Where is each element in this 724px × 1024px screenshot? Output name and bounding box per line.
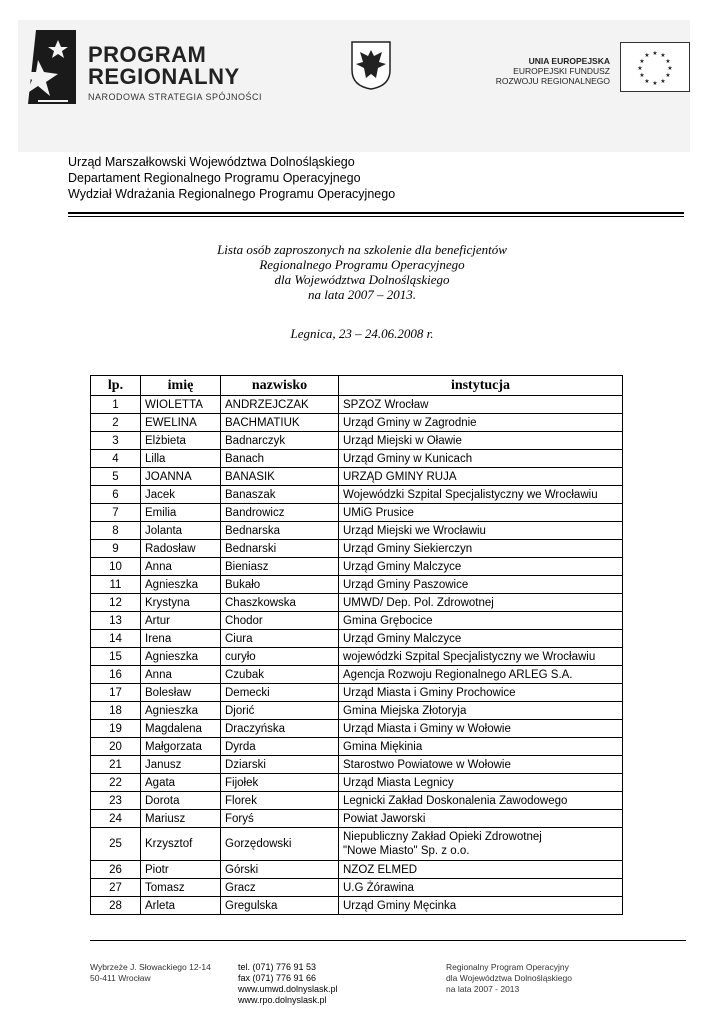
table-row [91, 450, 623, 468]
cell-first-name: Jolanta [141, 522, 221, 540]
title-line2: Regionalnego Programu Operacyjnego [259, 257, 465, 272]
cell-first-name: Magdalena [141, 720, 221, 738]
cell-last-name: Djorić [221, 702, 339, 720]
cell-institution [339, 828, 623, 861]
office-line1: Urząd Marszałkowski Województwa Dolnośląskiego [68, 155, 355, 169]
cell-institution: Powiat Jaworski [339, 810, 623, 828]
table-row [91, 576, 623, 594]
cell-lp: 4 [91, 450, 141, 468]
cell-institution: URZĄD GMINY RUJA [339, 468, 623, 486]
cell-lp: 27 [91, 879, 141, 897]
cell-institution: UMWD/ Dep. Pol. Zdrowotnej [339, 594, 623, 612]
table-row [91, 486, 623, 504]
table-row [91, 756, 623, 774]
cell-lp: 28 [91, 897, 141, 915]
footer-web1: www.umwd.dolnyslask.pl [238, 984, 338, 994]
cell-institution: Starostwo Powiatowe w Wołowie [339, 756, 623, 774]
svg-text:★: ★ [652, 80, 658, 87]
institution-line2: "Nowe Miasto" Sp. z o.o. [343, 845, 470, 857]
header-last-name: nazwisko [221, 376, 339, 396]
cell-institution: wojewódzki Szpital Specjalistyczny we Wrocławiu [339, 648, 623, 666]
institution-line1: Niepubliczny Zakład Opieki Zdrowotnej [343, 831, 542, 843]
cell-last-name: Chodor [221, 612, 339, 630]
cell-first-name: Irena [141, 630, 221, 648]
cell-last-name: Florek [221, 792, 339, 810]
cell-lp: 11 [91, 576, 141, 594]
cell-first-name: Krystyna [141, 594, 221, 612]
program-subtitle: NARODOWA STRATEGIA SPÓJNOŚCI [88, 92, 263, 102]
footer-addr1: Wybrzeże J. Słowackiego 12-14 [90, 962, 211, 972]
cell-institution: Gmina Miękinia [339, 738, 623, 756]
cell-lp: 3 [91, 432, 141, 450]
cell-lp: 13 [91, 612, 141, 630]
eu-flag-icon [620, 42, 690, 92]
table-row [91, 774, 623, 792]
cell-institution: Urząd Miasta i Gminy w Wołowie [339, 720, 623, 738]
cell-lp: 22 [91, 774, 141, 792]
cell-lp: 20 [91, 738, 141, 756]
table-row [91, 810, 623, 828]
cell-last-name: Bednarski [221, 540, 339, 558]
office-line2: Departament Regionalnego Programu Operacyjnego [68, 171, 361, 185]
footer-addr2: 50-411 Wrocław [90, 973, 151, 983]
table-row [91, 828, 623, 861]
cell-lp: 6 [91, 486, 141, 504]
cell-last-name: Chaszkowska [221, 594, 339, 612]
cell-first-name: Anna [141, 558, 221, 576]
participants-table [90, 375, 623, 915]
cell-last-name: curyło [221, 648, 339, 666]
document-title [0, 242, 724, 302]
header-lp: lp. [91, 376, 141, 396]
eu-line1: UNIA EUROPEJSKA [528, 56, 610, 66]
table-row [91, 738, 623, 756]
cell-institution: NZOZ ELMED [339, 861, 623, 879]
program-line1: PROGRAM [88, 42, 207, 67]
table-row [91, 396, 623, 414]
cell-last-name: Bieniasz [221, 558, 339, 576]
footer-rpo2: dla Województwa Dolnośląskiego [446, 973, 572, 983]
footer-rpo [446, 962, 572, 995]
cell-lp: 21 [91, 756, 141, 774]
cell-institution: Urząd Gminy Malczyce [339, 630, 623, 648]
table-header-row [91, 376, 623, 396]
table-row [91, 648, 623, 666]
cell-last-name: Bednarska [221, 522, 339, 540]
cell-lp: 1 [91, 396, 141, 414]
cell-institution: Gmina Miejska Złotoryja [339, 702, 623, 720]
cell-last-name: Dziarski [221, 756, 339, 774]
table-row [91, 792, 623, 810]
cell-first-name: Bolesław [141, 684, 221, 702]
svg-text:★: ★ [637, 65, 643, 72]
cell-last-name: Badnarczyk [221, 432, 339, 450]
cell-lp: 23 [91, 792, 141, 810]
table-row [91, 414, 623, 432]
cell-institution: Urząd Gminy Męcinka [339, 897, 623, 915]
footer-web2: www.rpo.dolnyslask.pl [238, 995, 327, 1005]
svg-text:★: ★ [660, 78, 666, 85]
cell-institution: Urząd Gminy Siekierczyn [339, 540, 623, 558]
cell-institution: Urząd Miasta i Gminy Prochowice [339, 684, 623, 702]
cell-last-name: BANASIK [221, 468, 339, 486]
cell-first-name: Radosław [141, 540, 221, 558]
footer-rpo3: na lata 2007 - 2013 [446, 984, 520, 994]
cell-lp: 9 [91, 540, 141, 558]
cell-first-name: Tomasz [141, 879, 221, 897]
cell-lp: 26 [91, 861, 141, 879]
table-row [91, 468, 623, 486]
cell-institution: U.G Żórawina [339, 879, 623, 897]
cell-last-name: Gorzędowski [221, 828, 339, 861]
table-row [91, 720, 623, 738]
cell-lp: 10 [91, 558, 141, 576]
venue-date: Legnica, 23 – 24.06.2008 r. [290, 326, 434, 341]
table-row [91, 861, 623, 879]
office-line3: Wydział Wdrażania Regionalnego Programu Operacyjnego [68, 187, 396, 201]
header-first-name: imię [141, 376, 221, 396]
svg-text:★: ★ [644, 52, 650, 59]
cell-first-name: Artur [141, 612, 221, 630]
program-logo-text [88, 44, 262, 102]
footer-rpo1: Regionalny Program Operacyjny [446, 962, 569, 972]
cell-lp: 16 [91, 666, 141, 684]
cell-first-name: Jacek [141, 486, 221, 504]
cell-last-name: Bandrowicz [221, 504, 339, 522]
header-institution: instytucja [339, 376, 623, 396]
cell-last-name: Bukało [221, 576, 339, 594]
cell-first-name: EWELINA [141, 414, 221, 432]
cell-first-name: Agnieszka [141, 648, 221, 666]
cell-institution: Urząd Miasta Legnicy [339, 774, 623, 792]
cell-last-name: Fijołek [221, 774, 339, 792]
cell-first-name: Piotr [141, 861, 221, 879]
table-row [91, 666, 623, 684]
title-line3: dla Województwa Dolnośląskiego [274, 272, 450, 287]
cell-institution: Urząd Gminy Malczyce [339, 558, 623, 576]
program-regionalny-logo [28, 30, 76, 104]
cell-first-name: Dorota [141, 792, 221, 810]
cell-lp: 15 [91, 648, 141, 666]
cell-institution: Agencja Rozwoju Regionalnego ARLEG S.A. [339, 666, 623, 684]
footer-contact [238, 962, 338, 1006]
cell-institution: Wojewódzki Szpital Specjalistyczny we Wrocławiu [339, 486, 623, 504]
table-row [91, 504, 623, 522]
footer-rule [90, 940, 686, 941]
eu-line2: EUROPEJSKI FUNDUSZ [513, 66, 610, 76]
footer-fax: fax (071) 776 91 66 [238, 973, 317, 983]
table-row [91, 540, 623, 558]
cell-lp: 17 [91, 684, 141, 702]
cell-last-name: Draczyńska [221, 720, 339, 738]
cell-first-name: Agata [141, 774, 221, 792]
table-row [91, 432, 623, 450]
cell-lp: 14 [91, 630, 141, 648]
cell-last-name: Czubak [221, 666, 339, 684]
cell-last-name: BACHMATIUK [221, 414, 339, 432]
cell-first-name: Agnieszka [141, 702, 221, 720]
cell-first-name: Emilia [141, 504, 221, 522]
cell-first-name: Janusz [141, 756, 221, 774]
table-row [91, 522, 623, 540]
svg-text:★: ★ [639, 72, 645, 79]
svg-text:★: ★ [665, 72, 671, 79]
cell-institution: Urząd Miejski we Wrocławiu [339, 522, 623, 540]
cell-lp: 25 [91, 828, 141, 861]
cell-institution: UMiG Prusice [339, 504, 623, 522]
svg-text:★: ★ [660, 52, 666, 59]
title-line1: Lista osób zaproszonych na szkolenie dla beneficjentów [217, 242, 507, 257]
cell-institution: Urząd Gminy Paszowice [339, 576, 623, 594]
cell-lp: 19 [91, 720, 141, 738]
cell-lp: 24 [91, 810, 141, 828]
cell-last-name: ANDRZEJCZAK [221, 396, 339, 414]
cell-first-name: Małgorzata [141, 738, 221, 756]
cell-first-name: Agnieszka [141, 576, 221, 594]
cell-institution: SPZOZ Wrocław [339, 396, 623, 414]
table-row [91, 558, 623, 576]
cell-first-name: Mariusz [141, 810, 221, 828]
table-row [91, 612, 623, 630]
cell-lp: 5 [91, 468, 141, 486]
cell-institution: Gmina Grębocice [339, 612, 623, 630]
footer-address [90, 962, 211, 984]
svg-text:★: ★ [665, 58, 671, 65]
cell-institution: Legnicki Zakład Doskonalenia Zawodowego [339, 792, 623, 810]
cell-first-name: Arleta [141, 897, 221, 915]
cell-last-name: Banach [221, 450, 339, 468]
cell-lp: 7 [91, 504, 141, 522]
svg-text:★: ★ [652, 50, 658, 57]
cell-institution: Urząd Gminy w Zagrodnie [339, 414, 623, 432]
cell-last-name: Demecki [221, 684, 339, 702]
cell-first-name: Krzysztof [141, 828, 221, 861]
cell-last-name: Gracz [221, 879, 339, 897]
svg-text:★: ★ [644, 78, 650, 85]
svg-text:★: ★ [639, 58, 645, 65]
table-row [91, 684, 623, 702]
cell-lp: 8 [91, 522, 141, 540]
cell-last-name: Foryś [221, 810, 339, 828]
cell-lp: 2 [91, 414, 141, 432]
office-header [68, 154, 395, 202]
table-row [91, 594, 623, 612]
cell-last-name: Banaszak [221, 486, 339, 504]
cell-last-name: Górski [221, 861, 339, 879]
cell-first-name: WIOLETTA [141, 396, 221, 414]
program-line2: REGIONALNY [88, 64, 240, 89]
footer-tel: tel. (071) 776 91 53 [238, 962, 317, 972]
eu-line3: ROZWOJU REGIONALNEGO [495, 76, 610, 86]
cell-last-name: Ciura [221, 630, 339, 648]
cell-institution: Urząd Gminy w Kunicach [339, 450, 623, 468]
table-row [91, 879, 623, 897]
svg-text:★: ★ [667, 65, 673, 72]
header-rule-thin [68, 216, 684, 217]
cell-institution: Urząd Miejski w Oławie [339, 432, 623, 450]
cell-first-name: JOANNA [141, 468, 221, 486]
cell-first-name: Lilla [141, 450, 221, 468]
cell-first-name: Anna [141, 666, 221, 684]
table-row [91, 630, 623, 648]
cell-last-name: Dyrda [221, 738, 339, 756]
cell-lp: 12 [91, 594, 141, 612]
cell-first-name: Elżbieta [141, 432, 221, 450]
eagle-coat-of-arms-icon [350, 40, 392, 90]
title-line4: na lata 2007 – 2013. [308, 287, 416, 302]
header-rule-thick [68, 212, 684, 214]
cell-lp: 18 [91, 702, 141, 720]
table-row [91, 897, 623, 915]
eu-fund-text [480, 56, 610, 86]
table-row [91, 702, 623, 720]
cell-last-name: Gregulska [221, 897, 339, 915]
